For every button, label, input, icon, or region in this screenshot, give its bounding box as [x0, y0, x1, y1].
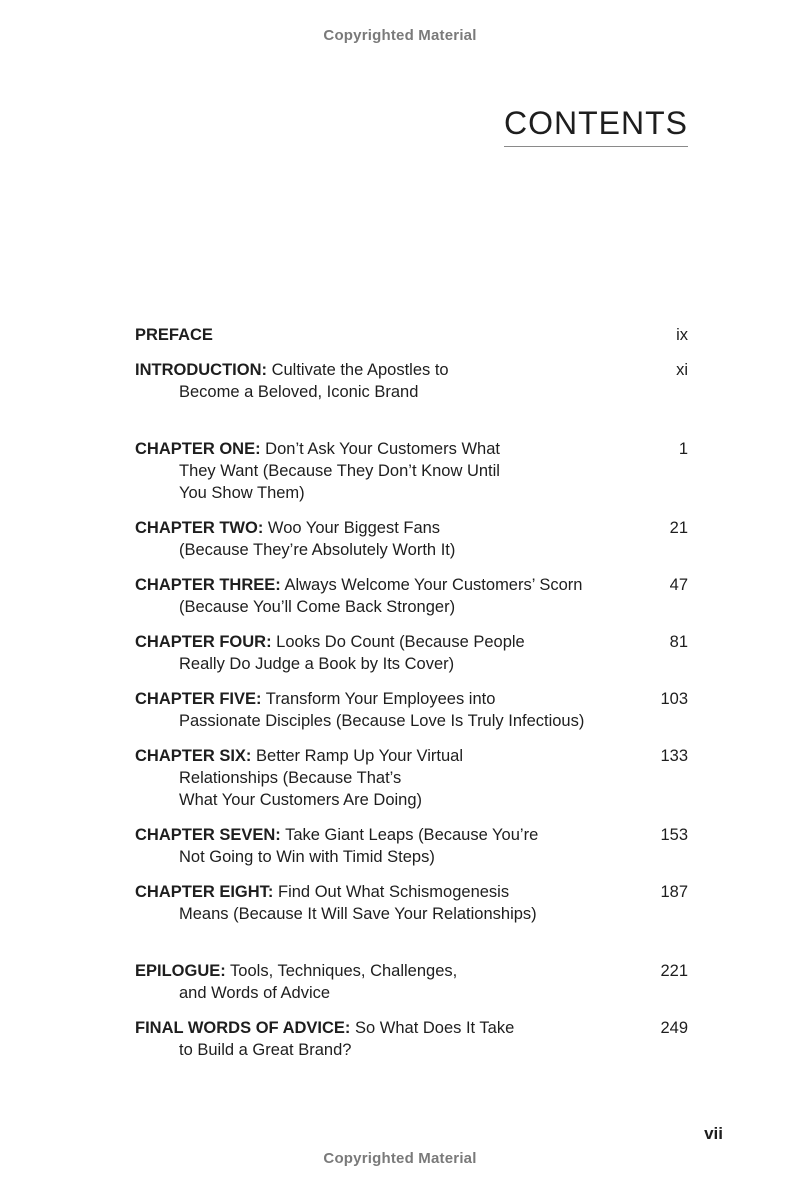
toc-entry-chapter-seven: [135, 824, 688, 868]
toc-page-number: 1: [678, 440, 688, 458]
toc-entry-label: CHAPTER TWO:: [135, 519, 264, 537]
table-of-contents: [135, 324, 688, 1074]
toc-entry-continuation: You Show Them): [179, 484, 305, 502]
toc-entry-title: Find Out What Schismogenesis: [273, 883, 510, 901]
toc-entry-label: PREFACE: [135, 326, 213, 344]
toc-page-number: 187: [660, 883, 688, 901]
toc-page-number: 47: [669, 576, 688, 594]
toc-entry-continuation: Passionate Disciples (Because Love Is Truly Infectious): [179, 712, 585, 730]
toc-entry-chapter-six: [135, 745, 688, 811]
toc-entry-continuation: (Because They’re Absolutely Worth It): [179, 541, 456, 559]
toc-page-number: 103: [660, 690, 688, 708]
toc-entry-label: INTRODUCTION:: [135, 361, 267, 379]
toc-entry-title: Woo Your Biggest Fans: [263, 519, 441, 537]
toc-entry-continuation: and Words of Advice: [179, 984, 331, 1002]
toc-entry-title: Always Welcome Your Customers’ Scorn: [280, 576, 583, 594]
toc-page-number: 153: [660, 826, 688, 844]
toc-entry-continuation: to Build a Great Brand?: [179, 1041, 352, 1059]
toc-page-number: xi: [676, 361, 688, 379]
page-title: CONTENTS: [504, 104, 688, 147]
toc-entry-continuation: Become a Beloved, Iconic Brand: [179, 383, 419, 401]
toc-entry-title: So What Does It Take: [350, 1019, 515, 1037]
toc-entry-title: Don’t Ask Your Customers What: [260, 440, 500, 458]
toc-entry-chapter-four: [135, 631, 688, 675]
toc-entry-continuation: They Want (Because They Don’t Know Until: [179, 462, 500, 480]
toc-page-number: 133: [660, 747, 688, 765]
toc-entry-label: CHAPTER SIX:: [135, 747, 252, 765]
page-folio: vii: [704, 1124, 723, 1143]
toc-entry-introduction: [135, 359, 688, 403]
toc-entry-label: CHAPTER FOUR:: [135, 633, 272, 651]
copyright-watermark-top: Copyrighted Material: [323, 27, 477, 44]
toc-entry-label: FINAL WORDS OF ADVICE:: [135, 1019, 351, 1037]
toc-entry-chapter-eight: [135, 881, 688, 925]
toc-entry-label: CHAPTER ONE:: [135, 440, 261, 458]
toc-entry-label: CHAPTER THREE:: [135, 576, 281, 594]
toc-entry-continuation: Really Do Judge a Book by Its Cover): [179, 655, 455, 673]
toc-entry-title: Transform Your Employees into: [261, 690, 496, 708]
toc-entry-continuation: Not Going to Win with Timid Steps): [179, 848, 435, 866]
toc-entry-label: CHAPTER FIVE:: [135, 690, 262, 708]
toc-page-number: 249: [660, 1019, 688, 1037]
toc-entry-title: Better Ramp Up Your Virtual: [251, 747, 463, 765]
toc-entry-chapter-five: [135, 688, 688, 732]
toc-page-number: 21: [669, 519, 688, 537]
toc-entry-continuation: Relationships (Because That’s: [179, 769, 402, 787]
toc-page-number: 221: [660, 962, 688, 980]
toc-entry-label: EPILOGUE:: [135, 962, 226, 980]
toc-entry-epilogue: [135, 960, 688, 1004]
toc-entry-title: Tools, Techniques, Challenges,: [225, 962, 458, 980]
toc-entry-chapter-two: [135, 517, 688, 561]
copyright-watermark-bottom: Copyrighted Material: [323, 1150, 477, 1167]
toc-entry-continuation: What Your Customers Are Doing): [179, 791, 423, 809]
toc-entry-continuation: (Because You’ll Come Back Stronger): [179, 598, 456, 616]
toc-entry-chapter-three: [135, 574, 688, 618]
toc-entry-preface: [135, 324, 688, 346]
toc-entry-title: Looks Do Count (Because People: [271, 633, 525, 651]
toc-page-number: ix: [676, 326, 688, 344]
toc-entry-label: CHAPTER EIGHT:: [135, 883, 274, 901]
toc-entry-title: Cultivate the Apostles to: [266, 361, 449, 379]
toc-entry-chapter-one: [135, 438, 688, 504]
toc-page-number: 81: [669, 633, 688, 651]
toc-entry-continuation: Means (Because It Will Save Your Relationships): [179, 905, 537, 923]
toc-entry-title: Take Giant Leaps (Because You’re: [280, 826, 539, 844]
toc-entry-label: CHAPTER SEVEN:: [135, 826, 281, 844]
toc-entry-final-words: [135, 1017, 688, 1061]
